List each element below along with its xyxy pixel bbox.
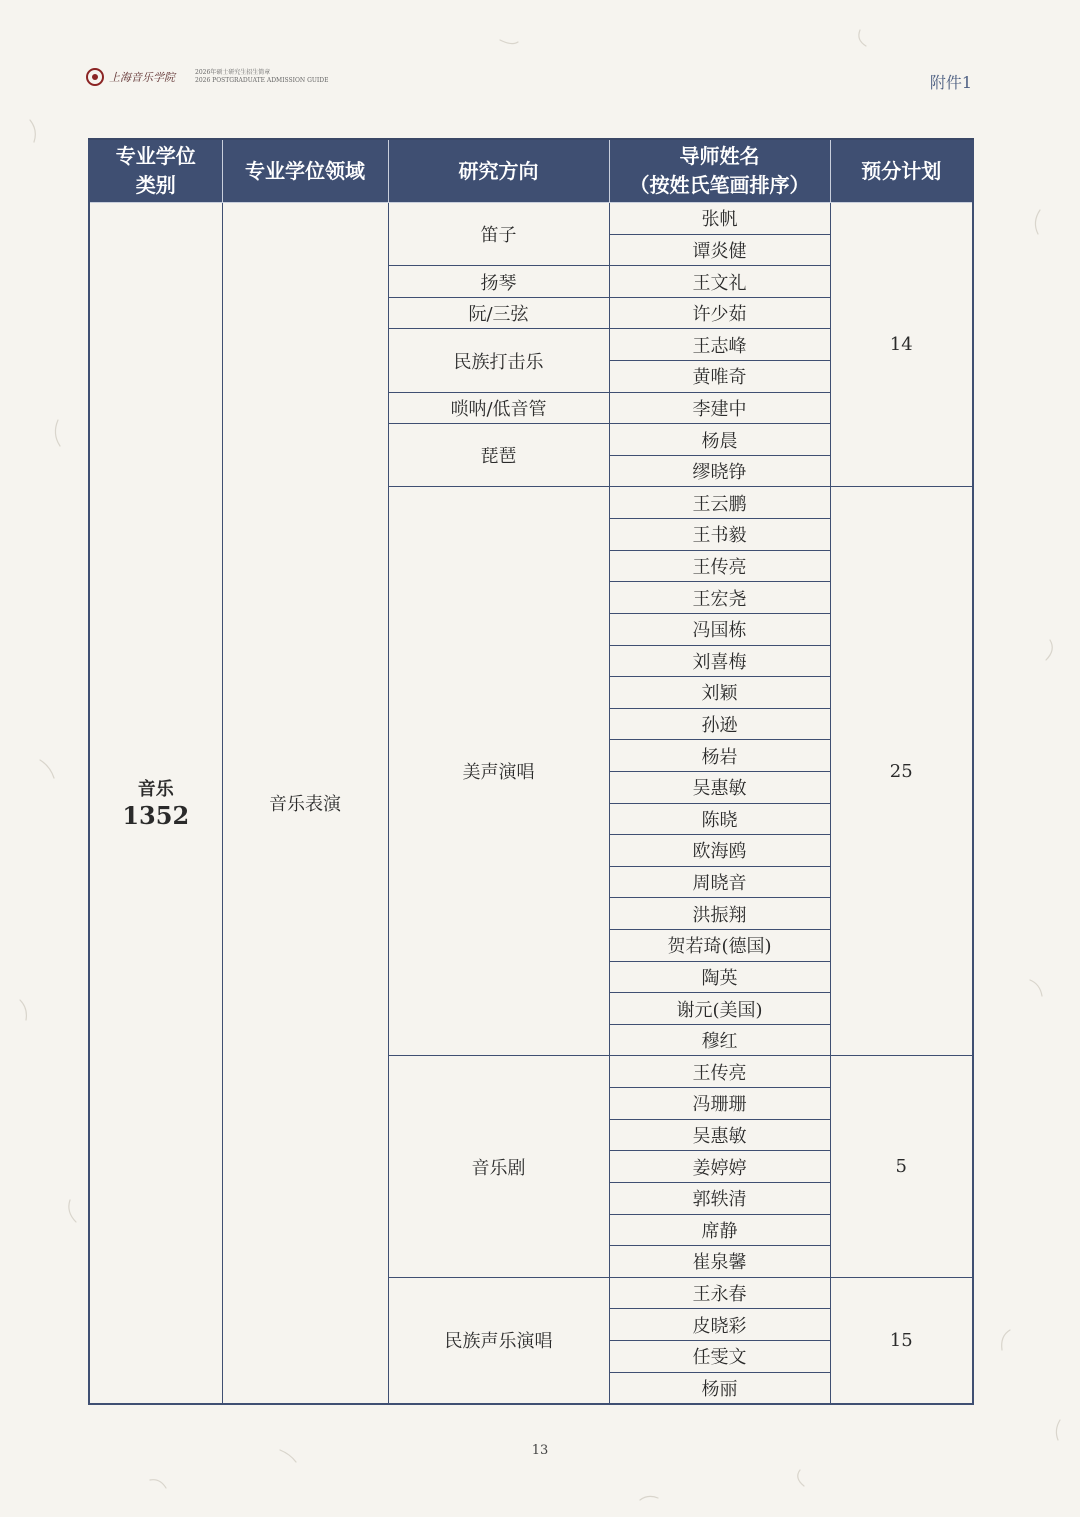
category-cell xyxy=(89,203,222,1405)
direction-cell: 民族打击乐 xyxy=(388,329,609,392)
advisor-cell: 崔泉馨 xyxy=(609,1246,830,1278)
advisor-cell: 刘喜梅 xyxy=(609,645,830,677)
advisor-cell: 郭轶清 xyxy=(609,1182,830,1214)
advisor-cell: 陈晓 xyxy=(609,803,830,835)
advisor-cell: 周晓音 xyxy=(609,866,830,898)
direction-cell: 笛子 xyxy=(388,203,609,266)
direction-cell: 音乐剧 xyxy=(388,1056,609,1277)
direction-cell: 扬琴 xyxy=(388,266,609,298)
advisor-cell: 刘颖 xyxy=(609,677,830,709)
guide-title xyxy=(195,69,329,86)
admission-plan-table xyxy=(88,138,974,1405)
advisor-cell: 杨晨 xyxy=(609,424,830,456)
advisor-cell: 杨丽 xyxy=(609,1372,830,1404)
guide-title-en: 2026 POSTGRADUATE ADMISSION GUIDE xyxy=(195,77,329,84)
advisor-cell: 孙逊 xyxy=(609,708,830,740)
advisor-cell: 张帆 xyxy=(609,203,830,235)
table-header-row xyxy=(89,139,973,203)
advisor-cell: 冯国栋 xyxy=(609,613,830,645)
advisor-cell: 吴惠敏 xyxy=(609,771,830,803)
direction-cell: 唢呐/低音管 xyxy=(388,392,609,424)
advisor-cell: 穆红 xyxy=(609,1024,830,1056)
school-name: 上海音乐学院 xyxy=(109,70,175,84)
plan-cell: 14 xyxy=(830,203,973,487)
header-advisor: 导师姓名 （按姓氏笔画排序） xyxy=(609,139,830,203)
school-logo xyxy=(86,68,329,86)
advisor-cell: 缪晓铮 xyxy=(609,455,830,487)
advisor-cell: 王传亮 xyxy=(609,1056,830,1088)
advisor-cell: 王书毅 xyxy=(609,519,830,551)
advisor-cell: 王宏尧 xyxy=(609,582,830,614)
direction-cell: 美声演唱 xyxy=(388,487,609,1056)
plan-cell: 25 xyxy=(830,487,973,1056)
advisor-cell: 任雯文 xyxy=(609,1340,830,1372)
advisor-cell: 谢元(美国) xyxy=(609,993,830,1025)
direction-cell: 琵琶 xyxy=(388,424,609,487)
advisor-cell: 皮晓彩 xyxy=(609,1309,830,1341)
category-code: 1352 xyxy=(122,801,190,830)
page-number: 13 xyxy=(531,1443,549,1458)
plan-cell: 15 xyxy=(830,1277,973,1404)
advisor-cell: 许少茹 xyxy=(609,297,830,329)
advisor-cell: 王云鹏 xyxy=(609,487,830,519)
advisor-cell: 杨岩 xyxy=(609,740,830,772)
table-body xyxy=(89,203,973,1405)
table-row xyxy=(89,203,973,235)
advisor-cell: 王传亮 xyxy=(609,550,830,582)
header-plan: 预分计划 xyxy=(830,139,973,203)
advisor-cell: 席静 xyxy=(609,1214,830,1246)
header-category: 专业学位 类别 xyxy=(89,139,222,203)
school-seal-icon xyxy=(86,68,104,86)
advisor-cell: 王志峰 xyxy=(609,329,830,361)
direction-cell: 阮/三弦 xyxy=(388,297,609,329)
advisor-cell: 王文礼 xyxy=(609,266,830,298)
advisor-cell: 贺若琦(德国) xyxy=(609,930,830,962)
advisor-cell: 陶英 xyxy=(609,961,830,993)
advisor-cell: 欧海鸥 xyxy=(609,835,830,867)
category-name: 音乐 xyxy=(137,779,174,800)
advisor-cell: 李建中 xyxy=(609,392,830,424)
direction-cell: 民族声乐演唱 xyxy=(388,1277,609,1404)
advisor-cell: 谭炎健 xyxy=(609,234,830,266)
advisor-cell: 黄唯奇 xyxy=(609,361,830,393)
advisor-cell: 王永春 xyxy=(609,1277,830,1309)
header-direction: 研究方向 xyxy=(388,139,609,203)
guide-title-cn: 2026年硕士研究生招生简章 xyxy=(195,68,271,76)
header-field: 专业学位领域 xyxy=(222,139,388,203)
advisor-cell: 吴惠敏 xyxy=(609,1119,830,1151)
advisor-cell: 洪振翔 xyxy=(609,898,830,930)
attachment-label: 附件1 xyxy=(929,73,972,92)
advisor-cell: 冯珊珊 xyxy=(609,1088,830,1120)
advisor-cell: 姜婷婷 xyxy=(609,1151,830,1183)
field-cell: 音乐表演 xyxy=(222,203,388,1405)
plan-cell: 5 xyxy=(830,1056,973,1277)
